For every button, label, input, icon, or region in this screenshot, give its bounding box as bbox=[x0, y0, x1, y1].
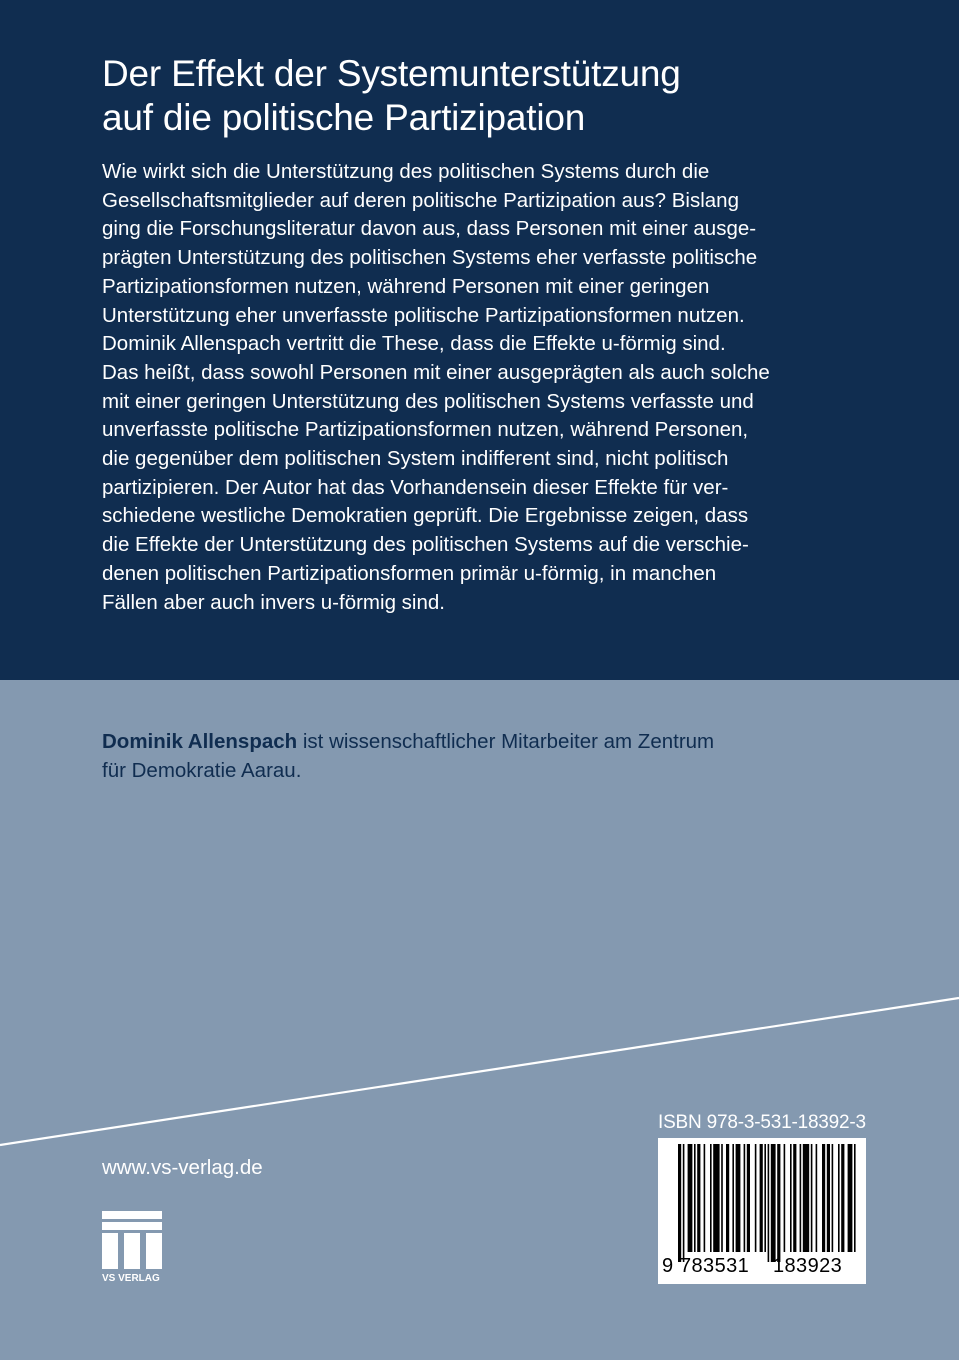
blurb-line: unverfasste politische Partizipationsformen nutzen, während Personen, bbox=[102, 418, 749, 442]
blurb-line: Das heißt, dass sowohl Personen mit einer ausgeprägten als auch solche bbox=[102, 360, 770, 384]
barcode-bar bbox=[848, 1144, 853, 1252]
blurb-line: prägten Unterstützung des politischen Systems eher verfasste politische bbox=[102, 246, 758, 270]
blurb-line: Wie wirkt sich die Unterstützung des politischen Systems durch die bbox=[102, 160, 710, 183]
barcode-bar bbox=[838, 1144, 840, 1252]
barcode-bar bbox=[777, 1144, 780, 1262]
blurb-text bbox=[102, 158, 872, 617]
barcode-bar bbox=[790, 1144, 792, 1252]
blurb-line: Unterstützung eher unverfasste politische Partizipationsformen nutzen. bbox=[102, 303, 745, 327]
barcode-bar bbox=[694, 1144, 696, 1252]
blurb-line: Gesellschaftsmitglieder auf deren politische Partizipation aus? Bislang bbox=[102, 188, 739, 212]
blurb-line: denen politischen Partizipationsformen primär u-förmig, in manchen bbox=[102, 561, 717, 585]
barcode-bar bbox=[688, 1144, 693, 1252]
barcode-bar bbox=[800, 1144, 802, 1252]
barcode-bar bbox=[736, 1144, 741, 1252]
isbn-label: ISBN 978-3-531-18392-3 bbox=[658, 1112, 866, 1133]
blurb-line: ging die Forschungsliteratur davon aus, dass Personen mit einer ausge- bbox=[102, 217, 757, 241]
barcode-bar bbox=[704, 1144, 706, 1252]
barcode-digit-group: 783531 bbox=[680, 1255, 750, 1277]
blurb-line: Partizipationsformen nutzen, während Personen mit einer geringen bbox=[102, 274, 710, 298]
author-bio-line: für Demokratie Aarau. bbox=[102, 758, 302, 782]
barcode-bar bbox=[721, 1144, 723, 1252]
blurb-line: schiedene westliche Demokratien geprüft. Die Ergebnisse zeigen, dass bbox=[102, 504, 749, 528]
barcode-bar bbox=[841, 1144, 844, 1252]
book-title bbox=[102, 52, 922, 140]
barcode-bar bbox=[713, 1144, 719, 1252]
barcode-bar bbox=[732, 1144, 734, 1252]
blurb-line: die gegenüber dem politischen System indifferent sind, nicht politisch bbox=[102, 447, 729, 471]
barcode bbox=[658, 1138, 866, 1284]
blurb-line: mit einer geringen Unterstützung des politischen Systems verfasste und bbox=[102, 389, 754, 413]
publisher-url[interactable]: www.vs-verlag.de bbox=[102, 1156, 263, 1179]
barcode-bar bbox=[771, 1144, 776, 1262]
barcode-bar bbox=[760, 1144, 763, 1252]
barcode-bar bbox=[755, 1144, 757, 1252]
barcode-bar bbox=[854, 1144, 856, 1252]
title-line: Der Effekt der Systemunterstützung bbox=[102, 53, 681, 94]
barcode-digit-group: 183923 bbox=[773, 1255, 843, 1277]
barcode-bar bbox=[678, 1144, 681, 1262]
barcode-bar bbox=[768, 1144, 770, 1262]
barcode-bar bbox=[784, 1144, 786, 1252]
barcode-bar bbox=[710, 1144, 712, 1252]
vs-verlag-logo bbox=[102, 1211, 162, 1283]
author-bio bbox=[102, 728, 902, 785]
barcode-bar bbox=[764, 1144, 766, 1252]
author-bio-line bbox=[102, 728, 902, 757]
blurb-line: Fällen aber auch invers u-förmig sind. bbox=[102, 590, 445, 614]
barcode-bar bbox=[811, 1144, 813, 1252]
author-name: Dominik Allenspach bbox=[102, 730, 298, 753]
barcode-bar bbox=[822, 1144, 825, 1252]
barcode-digit-first: 9 bbox=[662, 1255, 674, 1277]
barcode-bar bbox=[827, 1144, 830, 1252]
logo-text: VS VERLAG bbox=[102, 1273, 160, 1283]
barcode-bar bbox=[803, 1144, 809, 1252]
barcode-bar bbox=[697, 1144, 700, 1252]
barcode-bar bbox=[744, 1144, 746, 1252]
blurb-line: partizipieren. Der Autor hat das Vorhandensein dieser Effekte für ver- bbox=[102, 475, 729, 499]
barcode-bar bbox=[816, 1144, 818, 1252]
barcode-bar bbox=[683, 1144, 685, 1262]
title-line: auf die politische Partizipation bbox=[102, 97, 586, 138]
barcode-bar bbox=[832, 1144, 834, 1252]
blurb-line: Dominik Allenspach vertritt die These, dass die Effekte u-förmig sind. bbox=[102, 332, 726, 356]
barcode-bar bbox=[726, 1144, 729, 1252]
barcode-bar bbox=[793, 1144, 796, 1252]
author-bio-text: ist wissenschaftlicher Mitarbeiter am Zentrum bbox=[297, 730, 715, 753]
barcode-bar bbox=[747, 1144, 750, 1252]
blurb-line: die Effekte der Unterstützung des politischen Systems auf die verschie- bbox=[102, 533, 749, 557]
